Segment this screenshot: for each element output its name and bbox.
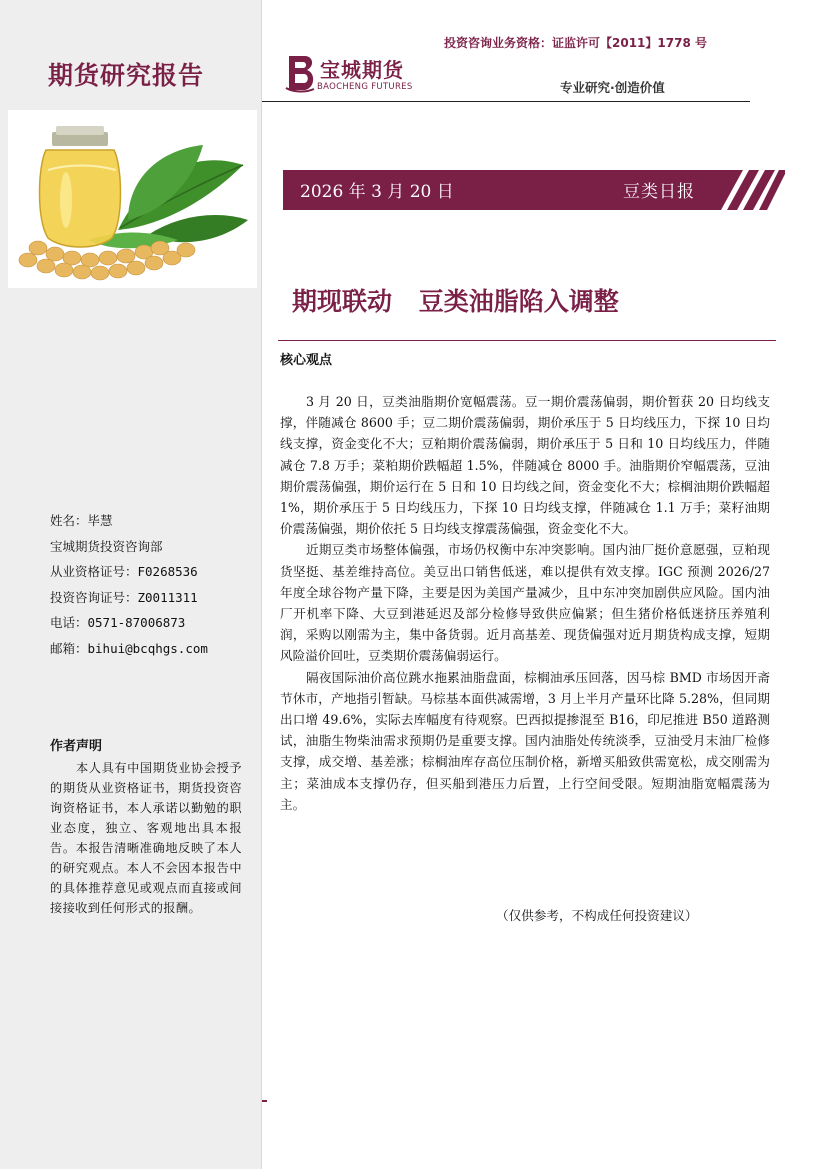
company-logo-text: 宝城期货 [320, 58, 404, 82]
report-title: 期现联动 豆类油脂陷入调整 [292, 287, 619, 316]
report-category-label: 期货研究报告 [48, 61, 205, 90]
qualification-notice: 投资咨询业务资格：证监许可【2011】1778 号 [444, 36, 707, 50]
company-logo [283, 52, 443, 96]
author-info [50, 512, 208, 665]
author-name: 姓名：毕慧 [50, 513, 113, 528]
date-banner [283, 170, 785, 210]
author-statement-body: 本人具有中国期货业协会授予的期货从业资格证书，期货投资咨询资格证书，本人承诺以勤勉的职业态度，独立、客观地出具本报告。本报告清晰准确地反映了本人的研究观点。本人不会因本报告中的具体推荐意见或观点而直接或间接接收到任何形式的报酬。 [50, 761, 242, 915]
company-slogan: 专业研究·创造价值 [560, 80, 665, 95]
author-consult-number: 投资咨询证号：Z0011311 [50, 589, 198, 605]
body-paragraph: 3 月 20 日，豆类油脂期价宽幅震荡。豆一期价震荡偏弱，期价暂获 20 日均线支撑，伴随减仓 8600 手；豆二期价震荡偏弱，期价承压于 5 日均线压力，下探 10 日均线支撑，资金变化不大；豆粕期价震荡偏弱，期价承压于 5 日和 10 日均线压力，伴随减仓 7.8 万手；菜粕期价跌幅超 1.5%，伴随减仓 8000 手。油脂期价窄幅震荡，豆油期价震荡偏强，期价运行在 5 日和 10 日均线之间，资金变化不大；棕榈油期价跌幅超 1%，期价承压于 5 日均线压力，下探 10 日均线支撑，伴随减仓 1.1 万手；菜籽油期价震荡偏强，期价依托 5 日均线支撑震荡偏强，资金变化不大。 [280, 394, 770, 537]
author-email: 邮箱：bihui@bcqhgs.com [50, 640, 208, 656]
footer-mark [262, 1100, 267, 1102]
author-phone: 电话：0571-87006873 [50, 615, 186, 630]
report-body [280, 391, 770, 815]
investment-disclaimer: （仅供参考，不构成任何投资建议） [496, 908, 698, 923]
soybean-oil-hero-image [8, 110, 257, 288]
report-type: 豆类日报 [623, 182, 695, 202]
soybean-oil-illustration [8, 110, 257, 288]
body-paragraph: 隔夜国际油价高位跳水拖累油脂盘面，棕榈油承压回落，因马棕 BMD 市场因开斋节休市，产地指引暂缺。马棕基本面供减需增，3 月上半月产量环比降 5.28%，但同期出口增 49.6%，实际去库幅度有待观察。巴西拟提掺混至 B16，印尼推进 B50 道路测试，油脂生物柴油需求预期仍是重要支撑。国内油脂处传统淡季，豆油受月末油厂检修支撑，成交增、基差涨；棕榈油库存高位压制价格，新增买船致供需宽松，成交刚需为主；菜油成本支撑仍存，但买船到港压力后置，上行空间受限。短期油脂宽幅震荡为主。 [280, 669, 770, 812]
core-view-heading: 核心观点 [280, 353, 333, 368]
title-divider [278, 340, 776, 341]
company-logo-english: BAOCHENG FUTURES [317, 82, 413, 92]
header-divider [262, 101, 750, 102]
author-qualification-number: 从业资格证号：F0268536 [50, 564, 198, 579]
author-statement-title: 作者声明 [50, 739, 103, 754]
report-date: 2026 年 3 月 20 日 [300, 182, 454, 202]
company-logo-mark-icon [283, 52, 317, 94]
body-paragraph: 近期豆类市场整体偏强，市场仍权衡中东冲突影响。国内油厂挺价意愿强，豆粕现货坚挺、基差维持高位。美豆出口销售低迷，难以提供有效支撑。IGC 预测 2026/27 年度全球谷物产量下降，主要是因为美国产量减少，且中东冲突加剧供应风险。国内油厂开机率下降、大豆到港延迟及部分检修导致供应偏紧；但生猪价格低迷挤压养殖利润，采购以刚需为主，集中备货弱。近月高基差、现货偏强对近月期货构成支撑，短期风险溢价回吐，豆类期价震荡偏弱运行。 [280, 542, 770, 664]
author-department: 宝城期货投资咨询部 [50, 538, 163, 554]
